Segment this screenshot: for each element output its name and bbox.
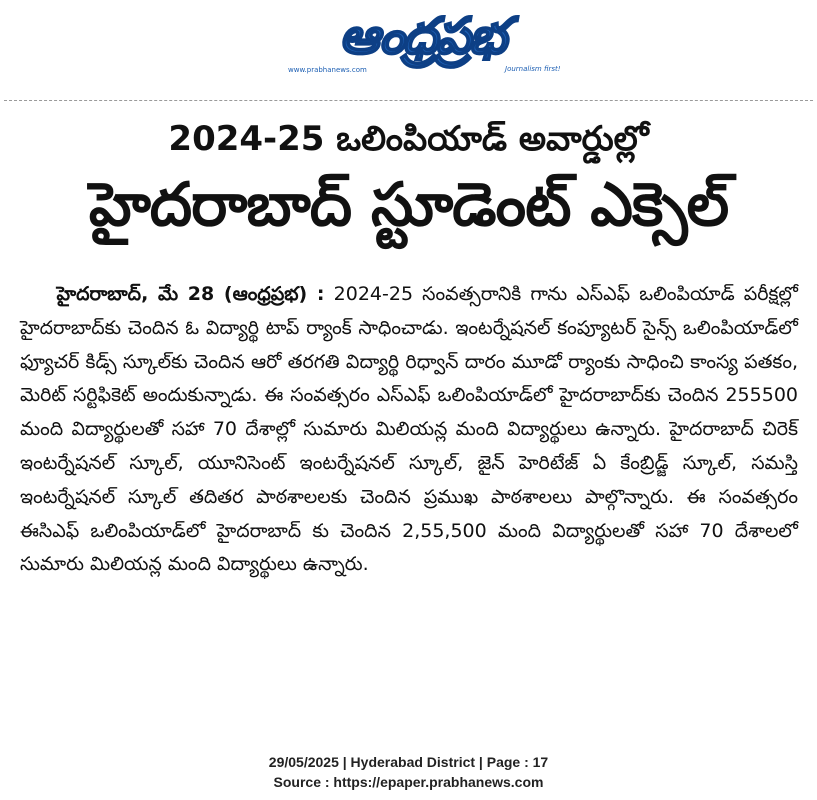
article-paragraph [20,278,798,582]
footer-date-line: 29/05/2025 | Hyderabad District | Page : 17 [268,754,549,770]
tagline: Journalism first! [505,65,561,73]
divider [4,100,813,101]
page-footer [0,752,817,792]
article-dateline: హైదరాబాద్, మే 28 (ఆంధ్రప్రభ) : [56,283,325,305]
article-text: 2024-25 సంవత్సరానికి గాను ఎస్ఎఫ్ ఒలింపియాడ్ పరీక్షల్లో హైదరాబాద్‌కు చెందిన ఓ విద్యార్థి టాప్ ర్యాంక్ సాధించాడు. ఇంటర్నేషనల్ కంప్యూటర్ సైన్స్ ఒలింపియాడ్‌లో ఫ్యూచర్ కిడ్స్ స్కూల్‌కు చెందిన ఆరో తరగతి విద్యార్థి రిధ్వాన్ దారం మూడో ర్యాంకు సాధించి కాంస్య పతకం, మెరిట్ సర్టిఫికెట్ అందుకున్నాడు. ఈ సంవత్సరం ఎస్ఎఫ్ ఒలింపియాడ్‌లో హైదరాబాద్‌కు చెందిన 255500 మంది విద్యార్థులతో సహా 70 దేశాల్లో సుమారు మిలియన్ల మంది విద్యార్థులు ఉన్నారు. హైదరాబాద్ చిరెక్ ఇంటర్నేషనల్ స్కూల్, యూనిసెంట్ ఇంటర్నేషనల్ స్కూల్, జైన్ హెరిటేజ్ ఏ కేంబ్రిడ్జ్ స్కూల్, సమస్తి ఇంటర్నేషనల్ స్కూల్ తదితర పాఠశాలలకు చెందిన ప్రముఖ పాఠశాలలు పాల్గొన్నారు. ఈ సంవత్సరం ఈసిఎఫ్ ఒలింపియాడ్‌లో హైదరాబాద్ కు చెందిన 2,55,500 మంది విద్యార్థులతో సహా 70 దేశాలలో సుమారు మిలియన్ల మంది విద్యార్థులు ఉన్నారు. [20,283,798,576]
newspaper-logo: ఆంధ్రప్రభ [339,7,505,65]
article-body [20,278,798,582]
footer-source-line: Source : https://epaper.prabhanews.com [273,774,544,790]
masthead [0,0,817,100]
website-label: www.prabhanews.com [288,66,367,74]
article-headline: హైదరాబాద్ స్టూడెంట్ ఎక్సెల్ [88,170,729,240]
article-kicker: 2024-25 ఒలింపియాడ్ అవార్డుల్లో [168,119,649,159]
